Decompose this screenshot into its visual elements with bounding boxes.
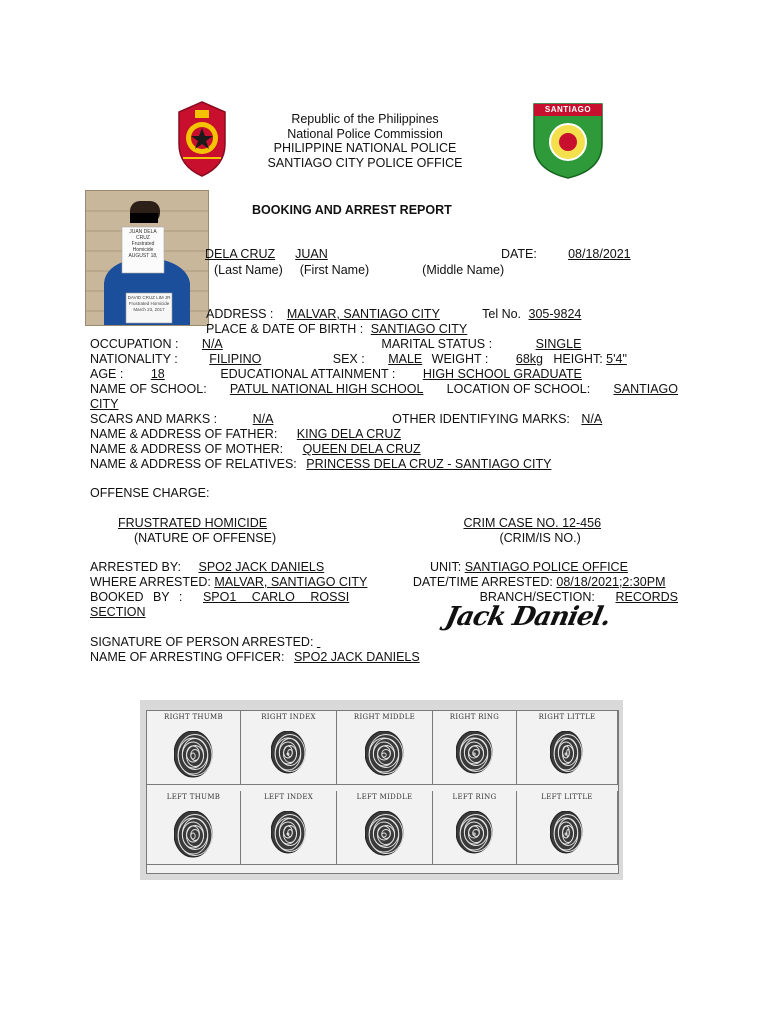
arrested-by-value: SPO2 JACK DANIELS: [198, 560, 325, 574]
booked-by-value: SPO1 CARLO ROSSI: [202, 590, 350, 604]
fingerprint-impression: [174, 811, 214, 859]
header-napolcom: National Police Commission: [287, 127, 443, 141]
birth-label: PLACE & DATE OF BIRTH :: [206, 322, 364, 336]
education-label: EDUCATIONAL ATTAINMENT :: [220, 367, 396, 381]
arresting-officer-label: NAME OF ARRESTING OFFICER:: [90, 650, 285, 664]
fingerprint-label: LEFT RING: [452, 793, 497, 801]
branch-label: BRANCH/SECTION:: [479, 590, 595, 604]
fingerprint-cell: [147, 791, 241, 865]
fingerprint-label: RIGHT THUMB: [164, 713, 223, 721]
sign-name: DAVID CRUZ LIM JR: [127, 295, 171, 300]
fingerprint-cell: [433, 791, 517, 865]
pnp-seal-logo: [175, 100, 229, 178]
date-label: DATE:: [500, 247, 537, 261]
fingerprint-label: LEFT LITTLE: [541, 793, 593, 801]
datetime-arrested-value: 08/18/2021;2:30PM: [556, 575, 666, 589]
address-value: MALVAR, SANTIAGO CITY: [286, 307, 440, 321]
fingerprint-label: LEFT MIDDLE: [356, 793, 413, 801]
weight-label: WEIGHT :: [431, 352, 489, 366]
signature-image: Jack Daniel.: [442, 602, 613, 632]
arrested-by-label: ARRESTED BY:: [90, 560, 181, 574]
fingerprint-impression: [550, 731, 584, 775]
fingerprint-cell: [433, 711, 517, 785]
scars-label: SCARS AND MARKS :: [90, 412, 218, 426]
fingerprint-label: RIGHT INDEX: [261, 713, 316, 721]
marital-value: SINGLE: [535, 337, 582, 351]
fingerprint-grid: [146, 710, 619, 874]
school-location-value: SANTIAGO: [613, 382, 678, 396]
relatives-value: PRINCESS DELA CRUZ - SANTIAGO CITY: [306, 457, 552, 471]
tel-value: 305-9824: [528, 307, 582, 321]
address-label: ADDRESS :: [206, 307, 274, 321]
father-label: NAME & ADDRESS OF FATHER:: [90, 427, 278, 441]
placard-name: JUAN DELA CRUZ: [129, 229, 157, 241]
fingerprint-cell: [147, 711, 241, 785]
fingerprint-impression: [365, 811, 405, 857]
education-value: HIGH SCHOOL GRADUATE: [422, 367, 582, 381]
offense-label: OFFENSE CHARGE:: [90, 486, 210, 500]
middle-name-caption: (Middle Name): [422, 263, 505, 277]
header-pnp: PHILIPPINE NATIONAL POLICE: [273, 141, 457, 155]
first-name-value: JUAN: [295, 247, 328, 261]
branch-value-cont: SECTION: [90, 605, 146, 619]
header-republic: Republic of the Philippines: [291, 112, 439, 126]
fingerprint-label: RIGHT MIDDLE: [353, 713, 416, 721]
fingerprint-impression: [271, 731, 307, 775]
first-name-caption: (First Name): [299, 263, 370, 277]
nationality-label: NATIONALITY :: [90, 352, 178, 366]
occupation-value: N/A: [201, 337, 223, 351]
santiago-logo-text: SANTIAGO: [544, 105, 592, 114]
date-value: 08/18/2021: [568, 247, 631, 261]
fingerprint-cell: [517, 711, 618, 785]
fingerprint-impression: [271, 811, 307, 855]
name-row: [205, 247, 658, 262]
fingerprint-label: RIGHT LITTLE: [538, 713, 596, 721]
where-arrested-label: WHERE ARRESTED:: [90, 575, 211, 589]
booked-by-label: BOOKED BY :: [90, 590, 183, 604]
last-name-value: DELA CRUZ: [205, 247, 276, 261]
report-title: BOOKING AND ARREST REPORT: [252, 203, 452, 217]
arresting-officer-value: SPO2 JACK DANIELS: [293, 650, 420, 664]
last-name-caption: (Last Name): [214, 263, 283, 277]
relatives-label: NAME & ADDRESS OF RELATIVES:: [90, 457, 297, 471]
fingerprint-impression: [456, 731, 494, 775]
fingerprint-card: [140, 700, 623, 880]
signature-label: SIGNATURE OF PERSON ARRESTED:: [90, 635, 314, 649]
father-value: KING DELA CRUZ: [296, 427, 401, 441]
fingerprint-impression: [550, 811, 584, 855]
placard-date: AUGUST 18,: [128, 253, 158, 259]
fingerprint-label: LEFT THUMB: [166, 793, 221, 801]
school-label: NAME OF SCHOOL:: [90, 382, 207, 396]
tel-label: Tel No.: [482, 307, 522, 321]
fingerprint-cell: [517, 791, 618, 865]
offense-nature-value: FRUSTRATED HOMICIDE: [118, 516, 268, 530]
mother-value: QUEEN DELA CRUZ: [302, 442, 421, 456]
occupation-label: OCCUPATION :: [90, 337, 179, 351]
where-arrested-value: MALVAR, SANTIAGO CITY: [214, 575, 368, 589]
unit-label: UNIT:: [429, 560, 462, 574]
school-location-label: LOCATION OF SCHOOL:: [446, 382, 591, 396]
age-value: 18: [150, 367, 165, 381]
placard-offense: Frustrated Homicide: [131, 241, 155, 253]
scars-value: N/A: [252, 412, 274, 426]
school-value: PATUL NATIONAL HIGH SCHOOL: [229, 382, 424, 396]
santiago-police-logo: [530, 100, 606, 180]
crim-caption: (CRIM/IS NO.): [499, 531, 581, 545]
sign-offense: Frustrated Homicide: [128, 301, 170, 306]
other-marks-value: N/A: [581, 412, 603, 426]
fingerprint-impression: [174, 731, 214, 779]
fingerprint-cell: [241, 711, 337, 785]
mother-label: NAME & ADDRESS OF MOTHER:: [90, 442, 284, 456]
other-marks-label: OTHER IDENTIFYING MARKS:: [392, 412, 570, 426]
marital-label: MARITAL STATUS :: [381, 337, 493, 351]
datetime-arrested-label: DATE/TIME ARRESTED:: [412, 575, 553, 589]
fingerprint-cell: [337, 711, 433, 785]
branch-value: RECORDS: [615, 590, 678, 604]
header-santiago-office: SANTIAGO CITY POLICE OFFICE: [267, 156, 463, 170]
age-label: AGE :: [90, 367, 124, 381]
mugshot-photo: [85, 190, 209, 326]
nationality-value: FILIPINO: [209, 352, 262, 366]
height-label: HEIGHT:: [553, 352, 603, 366]
unit-value: SANTIAGO POLICE OFFICE: [464, 560, 628, 574]
fingerprint-cell: [241, 791, 337, 865]
fingerprint-label: RIGHT RING: [449, 713, 500, 721]
fingerprint-label: LEFT INDEX: [263, 793, 314, 801]
height-value: 5'4": [606, 352, 627, 366]
sex-label: SEX :: [332, 352, 365, 366]
birth-value: SANTIAGO CITY: [370, 322, 468, 336]
school-location-value-cont: CITY: [90, 397, 119, 411]
sign-date: March 23, 2017: [133, 307, 165, 312]
fingerprint-impression: [365, 731, 405, 777]
offense-nature-caption: (NATURE OF OFFENSE): [134, 531, 277, 545]
weight-value: 68kg: [515, 352, 543, 366]
sex-value: MALE: [388, 352, 423, 366]
fingerprint-cell: [337, 791, 433, 865]
crim-case-value: CRIM CASE NO. 12-456: [463, 516, 602, 530]
fingerprint-impression: [456, 811, 494, 855]
